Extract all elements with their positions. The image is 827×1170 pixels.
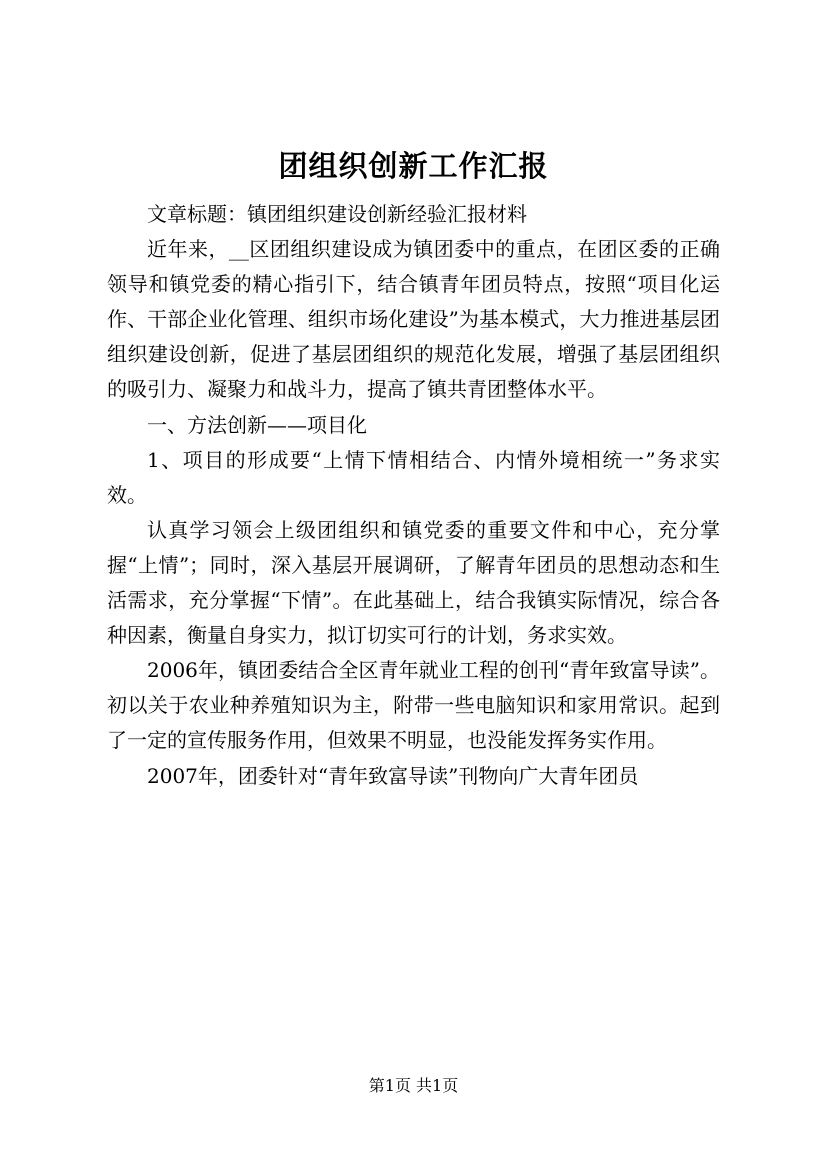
page-number-footer: 第1页 共1页 xyxy=(368,1076,459,1095)
paragraph-intro: 近年来，__区团组织建设成为镇团委中的重点，在团区委的正确领导和镇党委的精心指引下，结合镇青年团员特点，按照“项目化运作、干部企业化管理、组织市场化建设”为基本模式，大力推进基层团组织建设创新，促进了基层团组织的规范化发展，增强了基层团组织的吸引力、凝聚力和战斗力，提高了镇共青团整体水平。 xyxy=(107,237,720,402)
paragraph-2006: 2006年，镇团委结合全区青年就业工程的创刊“青年致富导读”。初以关于农业种养殖知识为主，附带一些电脑知识和家用常识。起到了一定的宣传服务作用，但效果不明显，也没能发挥务实作用。 xyxy=(107,658,720,753)
paragraph-article-heading: 文章标题：镇团组织建设创新经验汇报材料 xyxy=(147,202,527,226)
subsection-heading: 1、项目的形成要“上情下情相结合、内情外境相统一”务求实效。 xyxy=(107,447,720,507)
section-heading: 一、方法创新——项目化 xyxy=(147,412,367,437)
document-title: 团组织创新工作汇报 xyxy=(278,149,549,183)
paragraph-2007: 2007年，团委针对“青年致富导读”刊物向广大青年团员 xyxy=(147,763,639,788)
document-body xyxy=(107,197,720,794)
paragraph-body: 认真学习领会上级团组织和镇党委的重要文件和中心，充分掌握“上情”；同时，深入基层开展调研，了解青年团员的思想动态和生活需求，充分掌握“下情”。在此基础上，结合我镇实际情况，综合各种因素，衡量自身实力，拟订切实可行的计划，务求实效。 xyxy=(107,517,720,648)
